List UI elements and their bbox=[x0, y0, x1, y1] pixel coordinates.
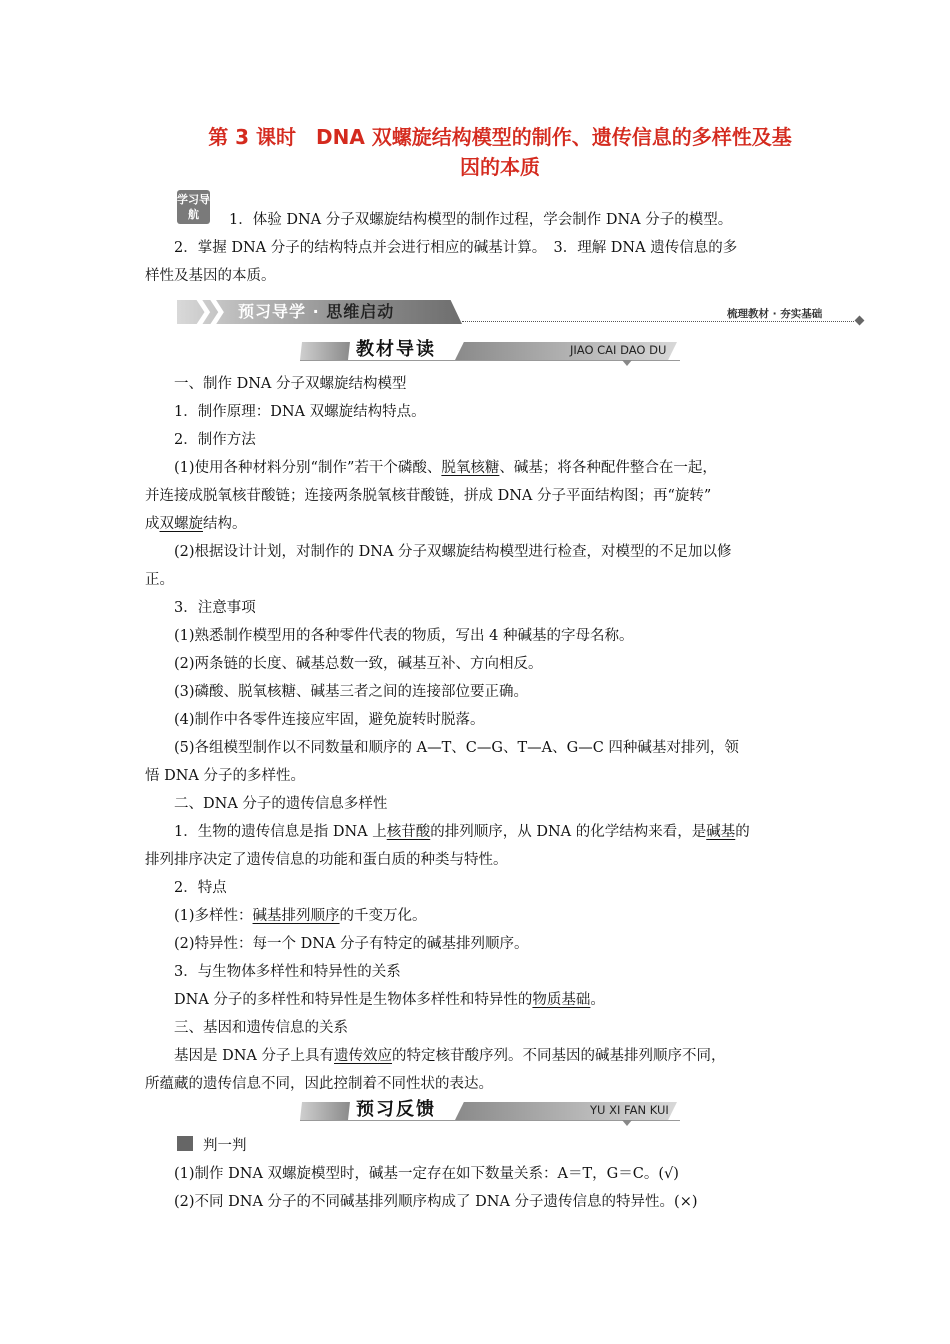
section-header-feedback bbox=[300, 1098, 685, 1124]
square-icon bbox=[177, 1136, 193, 1151]
banner-dot: · bbox=[312, 302, 320, 321]
banner-part-1: 预习导学 bbox=[238, 302, 307, 321]
section-title-en: JIAO CAI DAO DU bbox=[570, 343, 667, 357]
study-goal-1: 1．体验 DNA 分子双螺旋结构模型的制作过程，学会制作 DNA 分子的模型。 bbox=[229, 212, 733, 228]
answer-blank: 脱氧核糖 bbox=[441, 460, 500, 476]
paragraph bbox=[145, 454, 815, 482]
paragraph: (2)特异性：每一个 DNA 分子有特定的碱基排列顺序。 bbox=[174, 936, 529, 952]
answer-blank: 物质基础 bbox=[532, 992, 591, 1008]
study-guide-badge: 学习导航 bbox=[177, 190, 210, 224]
text: 的千变万化。 bbox=[339, 908, 427, 924]
text: 基因是 DNA 分子上具有 bbox=[174, 1048, 335, 1064]
paragraph: 排列排序决定了遗传信息的功能和蛋白质的种类与特性。 bbox=[145, 852, 508, 868]
paragraph bbox=[145, 902, 815, 930]
paragraph: 2．制作方法 bbox=[174, 432, 256, 448]
question-2: (2)不同 DNA 分子的不同碱基排列顺序构成了 DNA 分子遗传信息的特异性。(×) bbox=[174, 1194, 698, 1210]
section-bar-left bbox=[300, 1102, 350, 1120]
section-title: 教材导读 bbox=[356, 339, 436, 360]
triangle-down-icon bbox=[622, 1120, 632, 1126]
text: DNA 分子的多样性和特异性是生物体多样性和特异性的 bbox=[174, 992, 533, 1008]
paragraph: (1)熟悉制作模型用的各种零件代表的物质，写出 4 种碱基的字母名称。 bbox=[174, 628, 634, 644]
text: 、碱基；将各种配件整合在一起， bbox=[499, 460, 717, 476]
text: 。 bbox=[590, 992, 605, 1008]
answer-blank: 遗传效应 bbox=[334, 1048, 393, 1064]
heading-3: 三、基因和遗传信息的关系 bbox=[174, 1020, 348, 1036]
chevron-icon: ❯❯ bbox=[192, 296, 220, 326]
paragraph: 3．注意事项 bbox=[174, 600, 256, 616]
page-title bbox=[140, 122, 860, 182]
paragraph bbox=[145, 1042, 815, 1070]
paragraph: 3．与生物体多样性和特异性的关系 bbox=[174, 964, 401, 980]
paragraph: 正。 bbox=[145, 572, 174, 588]
paragraph bbox=[145, 510, 815, 538]
title-line-2: 因的本质 bbox=[460, 155, 540, 179]
paragraph: 悟 DNA 分子的多样性。 bbox=[145, 768, 306, 784]
section-title-en: YU XI FAN KUI bbox=[590, 1103, 669, 1117]
text: 1．生物的遗传信息是指 DNA 上 bbox=[174, 824, 387, 840]
triangle-down-icon bbox=[622, 360, 632, 366]
diamond-icon bbox=[855, 316, 865, 326]
text: 的 bbox=[735, 824, 750, 840]
paragraph: (5)各组模型制作以不同数量和顺序的 A—T、C—G、T—A、G—C 四种碱基对排列，领 bbox=[174, 740, 739, 756]
section-title: 预习反馈 bbox=[356, 1099, 436, 1120]
text: (1)使用各种材料分别“制作”若干个磷酸、 bbox=[174, 460, 442, 476]
paragraph: (4)制作中各零件连接应牢固，避免旋转时脱落。 bbox=[174, 712, 485, 728]
paragraph bbox=[145, 986, 815, 1014]
banner-dotted-line bbox=[462, 321, 854, 322]
preview-banner-title bbox=[238, 301, 394, 323]
banner-part-2: 思维启动 bbox=[326, 302, 395, 321]
paragraph: 并连接成脱氧核苷酸链；连接两条脱氧核苷酸链，拼成 DNA 分子平面结构图；再“旋转” bbox=[145, 488, 712, 504]
study-goal-2: 2．掌握 DNA 分子的结构特点并会进行相应的碱基计算。 3．理解 DNA 遗传信息的多 bbox=[174, 240, 738, 256]
text: 的特定核苷酸序列。不同基因的碱基排列顺序不同， bbox=[392, 1048, 726, 1064]
paragraph: 所蕴藏的遗传信息不同，因此控制着不同性状的表达。 bbox=[145, 1076, 493, 1092]
text: 结构。 bbox=[203, 516, 247, 532]
judge-label: 判一判 bbox=[203, 1138, 247, 1154]
answer-blank: 碱基 bbox=[706, 824, 736, 840]
study-goal-2-cont: 样性及基因的本质。 bbox=[145, 268, 276, 284]
question-1: (1)制作 DNA 双螺旋模型时，碱基一定存在如下数量关系：A＝T，G＝C。(√) bbox=[174, 1166, 679, 1182]
answer-blank: 碱基排列顺序 bbox=[252, 908, 340, 924]
paragraph bbox=[145, 818, 815, 846]
title-line-1: 第 3 课时 DNA 双螺旋结构模型的制作、遗传信息的多样性及基 bbox=[208, 125, 792, 149]
text: 的排列顺序，从 DNA 的化学结构来看，是 bbox=[430, 824, 707, 840]
text: 成 bbox=[145, 516, 160, 532]
paragraph: 2．特点 bbox=[174, 880, 227, 896]
section-header-textbook bbox=[300, 338, 685, 364]
answer-blank: 双螺旋 bbox=[159, 516, 203, 532]
heading-1: 一、制作 DNA 分子双螺旋结构模型 bbox=[174, 376, 407, 392]
section-bar-left bbox=[300, 342, 350, 360]
paragraph: (2)根据设计计划，对制作的 DNA 分子双螺旋结构模型进行检查，对模型的不足加以修 bbox=[174, 544, 732, 560]
heading-2: 二、DNA 分子的遗传信息多样性 bbox=[174, 796, 388, 812]
text: (1)多样性： bbox=[174, 908, 253, 924]
paragraph: (2)两条链的长度、碱基总数一致，碱基互补、方向相反。 bbox=[174, 656, 543, 672]
banner-subtitle: 梳理教材 · 夯实基础 bbox=[727, 308, 823, 320]
paragraph: (3)磷酸、脱氧核糖、碱基三者之间的连接部位要正确。 bbox=[174, 684, 529, 700]
paragraph: 1．制作原理：DNA 双螺旋结构特点。 bbox=[174, 404, 426, 420]
answer-blank: 核苷酸 bbox=[386, 824, 431, 840]
